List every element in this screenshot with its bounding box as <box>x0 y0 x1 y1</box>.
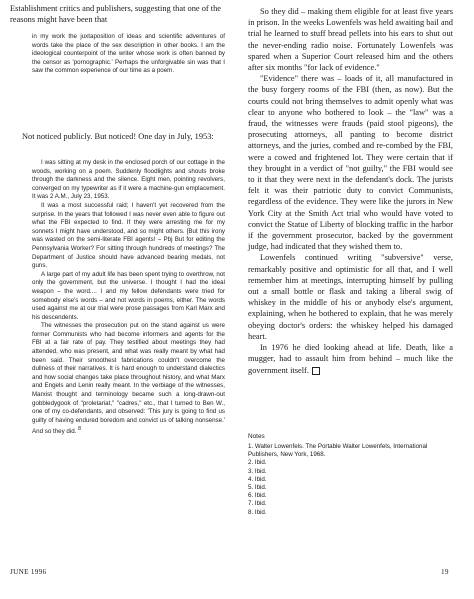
quote-paragraph: A large part of my adult life has been spent trying to overthrow, not only the government, but the universe. I thought I had the ideal weapon – the word.... I and my fellow defendants were tried for somebody else's words – and not words in poems, either. The words used against me at our trial were prose passages from Karl Marx and his descendents. <box>32 270 225 321</box>
note-item: 3. Ibid. <box>248 467 267 475</box>
body-paragraph: Lowenfels continued writing "subversive" verse, remarkably positive and optimistic for all that, and I well remember him at meetings, interrupting himself by pulling out a small bottle or flask and taking a liberal swig of whiskey in the middle of his or anybody else's argument, explaining, when he bothered to explain, that he was merely obeying doctor's orders: the whiskey helped his damaged heart. <box>248 253 453 341</box>
body-paragraph: In 1976 he died looking ahead at life. Death, like a mugger, had to assault him from behind – much like the government itself. <box>248 343 453 375</box>
not-noticed-paragraph: Not noticed publicly. But noticed! One day in July, 1953: <box>22 132 214 141</box>
article-body <box>248 6 453 376</box>
body-paragraph: So they did – making them eligible for at least five years in prison. In the weeks Lowenfels was held awaiting bail and trial he learned to stuff bread pellets into his ears to shut out the never-ending radio noise. Fortunately Lowenfels was spared when a Superior Court released him and the others after six months "for lack of evidence." <box>248 7 453 73</box>
note-item: 1. Walter Lowenfels. The Portable Walter Lowenfels, International Publishers, New York, 1968. <box>248 443 428 459</box>
note-item: 7. Ibid. <box>248 500 267 508</box>
quote-paragraph: The witnesses the prosecution put on the stand against us were former Communists who had become informers and agents for the FBI at a fair rate of pay. They testified about meetings they had attended, who was present, and what was really meant by what had been said. Their smoothest fabrications couldn't overcome the dullness of their narratives. It is hard enough to understand dialectics and how social changes take place throughout history, and what Marx and Engels and Lenin really meant. In the verbiage of the witnesses, Marxist thought and terminology became such a long-drawn-out gobbledygook of "proletariat," "cadres," etc., that I turned to Ben W., one of my co-defendants, and observed: 'This jury is going to find us guilty of having endured boredom and convict us of talking nonsense.' And so they did. $^8$ <box>32 322 225 436</box>
block-quote-2 <box>32 159 225 437</box>
notes-heading: Notes <box>248 433 265 440</box>
footer-date: JUNE 1996 <box>10 568 47 576</box>
notes-section <box>248 433 453 517</box>
page-number: 19 <box>441 568 449 576</box>
body-paragraph: "Evidence" there was – loads of it, all manufactured in the busy forgery rooms of the FBI (then, as now). But the courts could not bring themselves to admit openly what was clear to anyone who bothered to look – the "law" was a fraud, the witnesses were frauds (paid stool pigeons), the prosecuting attorneys, all panting to become district attorneys, and the juries, combed and re-combed by the FBI, were a cowed and frightened lot. They were certain that if they brought in a verdict of "not guilty," the FBI would see to it that they were next in the defendant's dock. The jurists felt it was their patriotic duty to convict Communists, regardless of the evidence. They were like the jurors in New York City at the Smith Act trial who would have voted to convict the Statue of Liberty of blocking traffic in the harbor if the government prosecutor, backed by the government judge, had indicated that they wished them to. <box>248 74 453 252</box>
quote-paragraph: It was a most successful raid; I haven't yet recovered from the surprise. In the years that followed I was never even able to figure out what the FBI expected to find. If they were arresting me for my sonnets I might have understood, and so might others. [But this irony was wasted on the semi-literate FBI agents! – Pbj But for editing the Pennsylvania Worker? For sitting through hundreds of meetings? The Department of Justice should have advanced bearing medals, not guns. <box>32 201 225 270</box>
footnote-ref: 8 <box>78 426 81 433</box>
intro-paragraph: Establishment critics and publishers, suggesting that one of the reasons might have been that <box>10 4 221 25</box>
note-item: 8. Ibid. <box>248 508 267 516</box>
block-quote-1 <box>32 33 225 76</box>
note-item: 2. Ibid. <box>248 459 267 467</box>
end-mark-icon <box>312 367 320 375</box>
note-item: 4. Ibid. <box>248 475 267 483</box>
quote-paragraph: I was sitting at my desk in the enclosed porch of our cottage in the woods, working on a poem. Suddenly floodlights and shouts broke through the darkness and the silence. Eight men, pointing revolvers, converged on my typewriter as if it were a machine-gun emplacement. It was 2 A.M., July 23, 1953. <box>32 159 225 201</box>
note-item: 5. Ibid. <box>248 484 267 492</box>
quote-paragraph: in my work the juxtaposition of ideas and scientific adventures of words take the place of the sex description in other books. I am the ideological counterpoint of the writer whose work is often banned by the censor as 'pornographic.' Perhaps the unforgivable sin was that I saw the common experience of our time as a poem. <box>32 33 225 75</box>
note-item: 6. Ibid. <box>248 492 267 500</box>
